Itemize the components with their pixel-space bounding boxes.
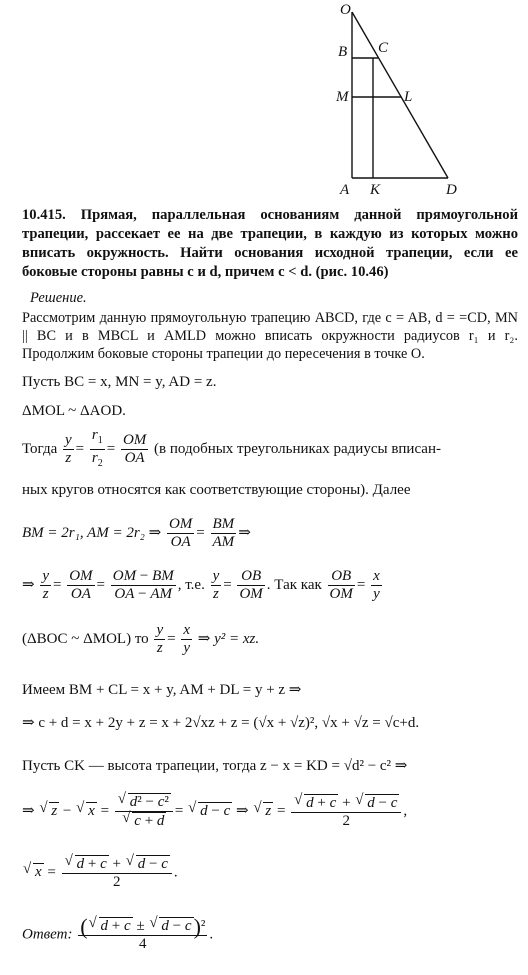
label-M: M	[336, 89, 349, 105]
formula-line-3: ⇒ $\frac{y}{z}$ = $\frac{OM}{OA}$ = $\frac{OM - BM}{OA - AM}$ , т.е. $\frac{y}{z}$ = $\frac{OB}{OM}$ . Так как $\frac{OB}{OM}$ = $\frac{x}{y}$	[22, 568, 380, 602]
fraction-OM-OA-2: $\frac{OM}{OA}$	[168, 516, 193, 550]
paragraph-11: Пусть CK — высота трапеции, тогда z − x = KD = √d² − c² ⇒	[22, 758, 408, 774]
label-D: D	[446, 182, 457, 198]
answer-label: Ответ:	[22, 926, 73, 943]
paragraph-5: ных кругов относятся как соответствующие стороны). Далее	[22, 482, 411, 498]
problem-statement	[22, 206, 518, 282]
text-similar: (в подобных треугольниках радиусы вписан-	[154, 440, 441, 457]
label-A: A	[340, 182, 350, 198]
figure-trapezoid	[300, 0, 480, 200]
paragraph-3: ΔMOL ~ ΔAOD.	[22, 403, 126, 419]
fraction-BM-AM: $\frac{BM}{AM}$	[212, 516, 235, 550]
label-L: L	[404, 89, 413, 105]
problem-text: Прямая, параллельная основаниям данной прямоугольной трапеции, рассекает ее на две трапеции, в каждую из которых можно вписать окружность. Найти основания исходной трапеции, если ее боковые стороны равны c и d, причем c < d. (рис. 10.46)	[22, 207, 518, 280]
paragraph-1: Рассмотрим данную прямоугольную трапецию ABCD, где c = AB, d = =CD, MN || BC и в MBCL и AMLD можно вписать окружности радиусов r₁ и r₂. Продолжим боковые стороны трапеции до пересечения в точке O.	[22, 310, 518, 362]
fraction-y-z: $\frac{y}{z}$	[64, 432, 72, 466]
formula-line-6: √ x = √ $\frac{d + c + √ d - c}{2}$ .	[22, 855, 178, 891]
label-K: K	[370, 182, 381, 198]
paragraph-2: Пусть BC = x, MN = y, AD = z.	[22, 374, 217, 390]
formula-BM: BM = 2r₁, AM = 2r₂ ⇒	[22, 524, 162, 541]
text-y2: ⇒ y² = xz.	[197, 630, 260, 647]
fraction-r1-r2: $\frac{r_1}{r_2}$	[90, 427, 105, 472]
formula-line-2: BM = 2r₁, AM = 2r₂ ⇒ $\frac{OM}{OA}$ = $\frac{BM}{AM}$ ⇒	[22, 516, 251, 550]
text-togda: Тогда	[22, 440, 58, 457]
formula-line-4: (ΔBOC ~ ΔMOL) то $\frac{y}{z}$ = $\frac{x}{y}$ ⇒ y² = xz.	[22, 622, 260, 656]
fraction-OM-OA: $\frac{OM}{OA}$	[122, 432, 147, 466]
text-BOC: (ΔBOC ~ ΔMOL) то	[22, 630, 149, 647]
answer-fraction: $\frac{\text{(√ d + c ± √ d − c)²}}{4}$	[78, 917, 207, 953]
label-O: O	[340, 2, 351, 18]
label-C: C	[378, 40, 389, 56]
formula-line-1: Тогда $\frac{y}{z}$ = $\frac{r_1}{r_2}$ = $\frac{OM}{OA}$ (в подобных треугольниках радиусы вписан-	[22, 427, 518, 472]
label-B: B	[338, 44, 348, 60]
line-OD	[352, 12, 448, 178]
answer-line: Ответ: $\frac{\text{(√ d + c ± √ d − c)²}}{4}$ .	[22, 917, 213, 953]
problem-number: 10.415.	[22, 207, 66, 223]
text-tak-kak: . Так как	[266, 576, 322, 593]
paragraph-9: Имеем BM + CL = x + y, AM + DL = y + z ⇒	[22, 682, 302, 698]
trapezoid-diagram	[300, 0, 480, 200]
paragraph-10: ⇒ c + d = x + 2y + z = x + 2√xz + z = (√x + √z)², √x + √z = √c+d.	[22, 715, 420, 731]
solution-label: Решение.	[30, 290, 87, 306]
text-te: , т.е.	[177, 576, 205, 593]
formula-line-5: ⇒ √ z − √ x = √ d² − c² √ c + d = √ d − c ⇒ √ z = √ $\frac{d + c + √ d - c}{2}$ ,	[22, 793, 407, 830]
